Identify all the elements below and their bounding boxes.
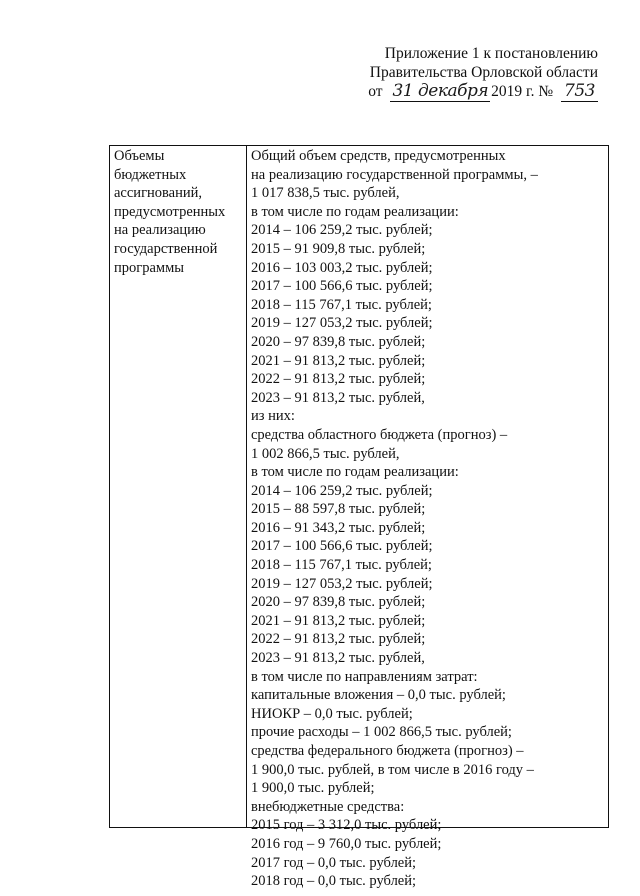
content-line: из них: (251, 408, 295, 425)
content-line: 2018 – 115 767,1 тыс. рублей; (251, 557, 432, 574)
label-line: программы (114, 259, 184, 276)
content-line: 2017 год – 0,0 тыс. рублей; (251, 854, 417, 871)
content-line: 2022 – 91 813,2 тыс. рублей; (251, 631, 426, 648)
label-line: ассигнований, (114, 185, 203, 202)
content-line: 2022 – 91 813,2 тыс. рублей; (251, 371, 426, 388)
appendix-title: Приложение 1 к постановлению (384, 45, 598, 62)
content-line: внебюджетные средства: (251, 798, 405, 815)
handwritten-date: 31 декабря (392, 81, 489, 101)
content-line: 2019 – 127 053,2 тыс. рублей; (251, 575, 433, 592)
document-header (298, 44, 598, 102)
content-line: капитальные вложения – 0,0 тыс. рублей; (251, 687, 506, 704)
table-label-column (110, 146, 247, 827)
content-line: в том числе по годам реализации: (251, 464, 459, 481)
content-line: на реализацию государственной программы, – (251, 166, 538, 183)
budget-table (109, 145, 609, 890)
content-line: 2017 – 100 566,6 тыс. рублей; (251, 538, 433, 555)
label-line: бюджетных (114, 166, 187, 183)
content-line: 2016 – 103 003,2 тыс. рублей; (251, 259, 433, 276)
content-line: Общий объем средств, предусмотренных (251, 148, 506, 164)
table-label-text (110, 146, 246, 277)
content-line: 2018 год – 0,0 тыс. рублей; (251, 873, 417, 890)
label-line: на реализацию (114, 222, 206, 239)
content-line: 2023 – 91 813,2 тыс. рублей, (251, 650, 425, 667)
content-line: 2014 – 106 259,2 тыс. рублей; (251, 222, 433, 239)
resolution-date-number (298, 82, 598, 102)
content-line: прочие расходы – 1 002 866,5 тыс. рублей; (251, 724, 512, 741)
content-line: 2015 год – 3 312,0 тыс. рублей; (251, 817, 442, 834)
content-line: в том числе по годам реализации: (251, 203, 459, 220)
content-line: 2017 – 100 566,6 тыс. рублей; (251, 278, 433, 295)
label-line: Объемы (114, 148, 165, 164)
label-line: государственной (114, 240, 218, 257)
content-line: средства областного бюджета (прогноз) – (251, 426, 508, 443)
table-content-column (247, 146, 608, 890)
content-line: 1 900,0 тыс. рублей, в том числе в 2016 году – (251, 761, 534, 778)
content-line: 1 017 838,5 тыс. рублей, (251, 185, 400, 202)
content-line: 2015 – 88 597,8 тыс. рублей; (251, 501, 426, 518)
content-line: 1 900,0 тыс. рублей; (251, 780, 375, 797)
content-line: 2018 – 115 767,1 тыс. рублей; (251, 296, 432, 313)
content-line: 2023 – 91 813,2 тыс. рублей, (251, 389, 425, 406)
content-line: 2019 – 127 053,2 тыс. рублей; (251, 315, 433, 332)
content-line: 2020 – 97 839,8 тыс. рублей; (251, 594, 426, 611)
date-suffix: 2019 г. № (491, 83, 554, 100)
date-prefix: от (368, 83, 383, 100)
content-line: 2021 – 91 813,2 тыс. рублей; (251, 612, 426, 629)
content-line: 2020 – 97 839,8 тыс. рублей; (251, 333, 426, 350)
content-line: 1 002 866,5 тыс. рублей, (251, 445, 400, 462)
content-line: в том числе по направлениям затрат: (251, 668, 478, 685)
issuing-authority: Правительства Орловской области (369, 64, 598, 81)
content-line: 2015 – 91 909,8 тыс. рублей; (251, 240, 426, 257)
content-line: 2014 – 106 259,2 тыс. рублей; (251, 482, 433, 499)
content-line: НИОКР – 0,0 тыс. рублей; (251, 705, 413, 722)
content-line: 2021 – 91 813,2 тыс. рублей; (251, 352, 426, 369)
content-line: средства федерального бюджета (прогноз) – (251, 743, 524, 759)
content-line: 2016 – 91 343,2 тыс. рублей; (251, 519, 426, 536)
content-line: 2016 год – 9 760,0 тыс. рублей; (251, 835, 442, 852)
handwritten-number: 753 (561, 82, 598, 102)
label-line: предусмотренных (114, 203, 226, 220)
